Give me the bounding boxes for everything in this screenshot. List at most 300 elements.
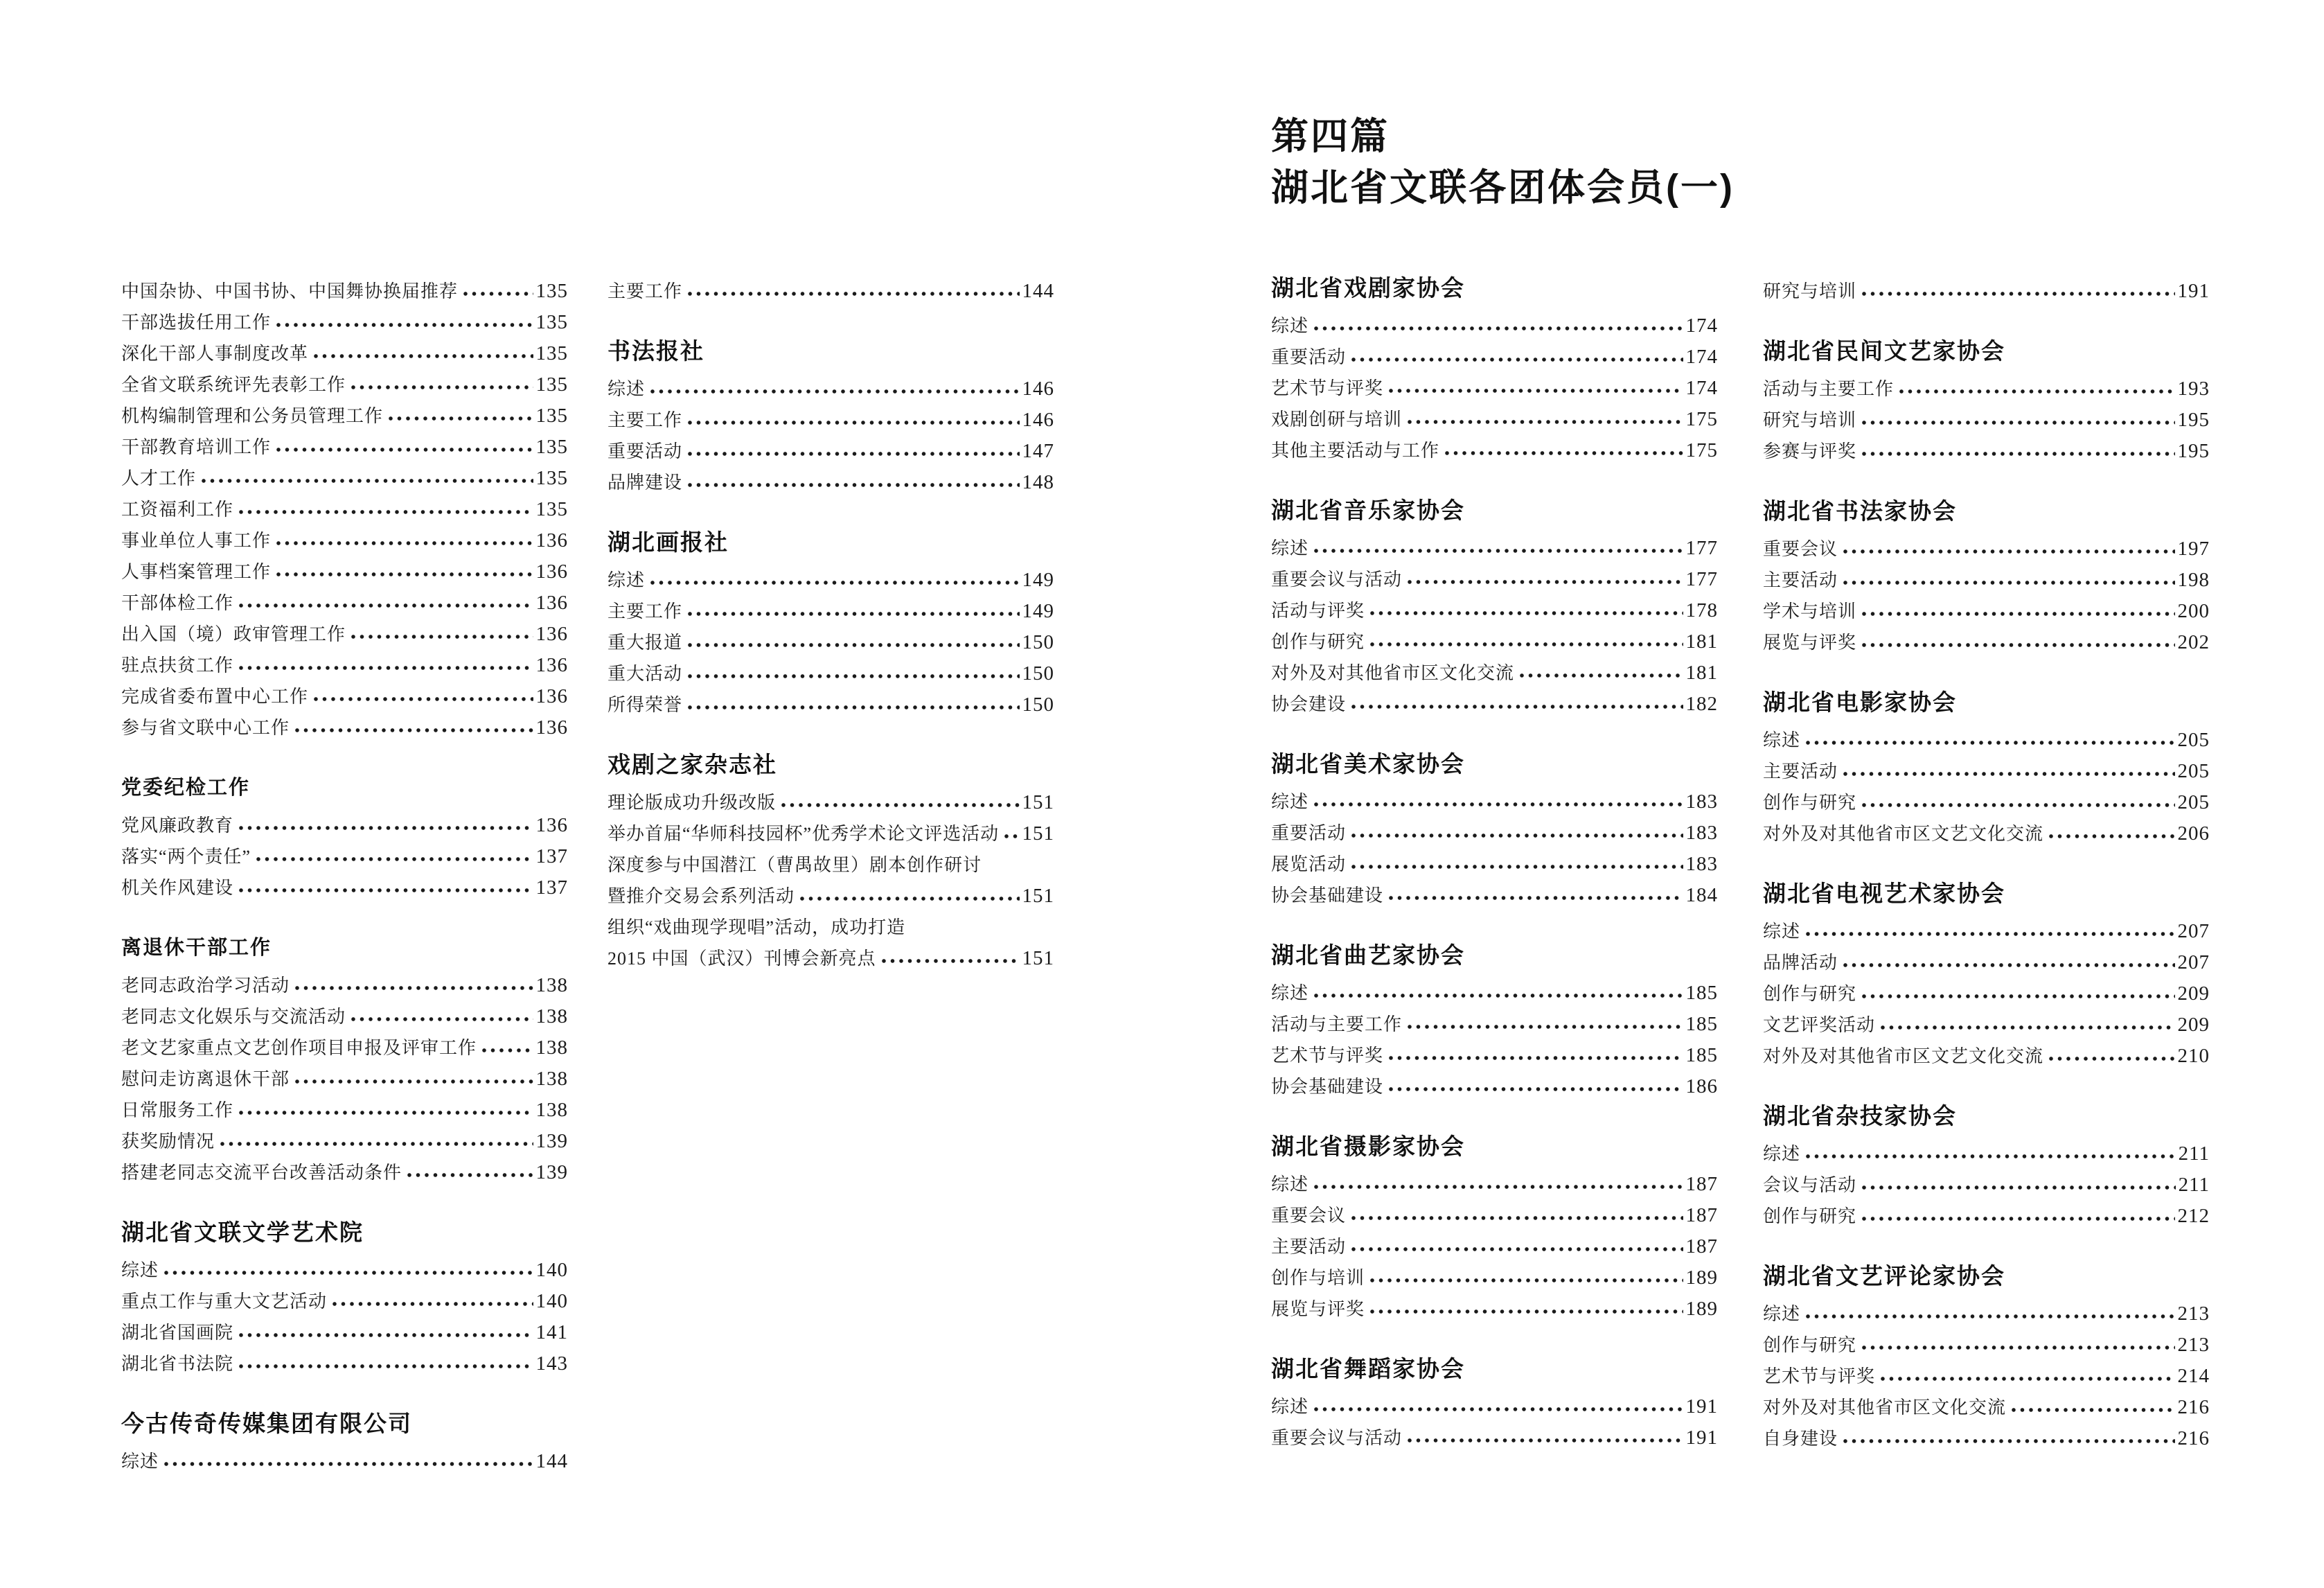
toc-entry-text: 戏剧创研与培训 [1271,409,1403,430]
toc-entry-page: 178 [1685,599,1718,621]
toc-entry-page: 174 [1685,377,1718,399]
toc-entry [1271,594,1718,625]
dot-leader [1351,705,1683,709]
toc-entry-page: 151 [1022,885,1054,907]
toc-section-heading: 湖北省民间文艺家协会 [1763,337,2005,364]
dot-leader [276,541,533,545]
dot-leader [688,421,1019,425]
dot-leader [295,986,533,990]
toc-entry-page: 140 [535,1290,568,1312]
toc-section-heading: 湖北省电影家协会 [1763,689,1957,715]
dot-leader [1370,642,1683,646]
dot-leader [688,292,1019,296]
toc-entry [1271,309,1718,340]
toc-entry [121,461,568,493]
toc-entry [121,1253,568,1285]
toc-entry-text: 理论版成功升级改版 [607,793,777,813]
dot-leader [2049,1057,2174,1061]
toc-entry [1763,1039,2210,1070]
toc-entry-page: 175 [1685,439,1718,461]
dot-leader [314,697,533,701]
dot-leader [1862,612,2174,616]
toc-entry-text: 自身建设 [1763,1429,1838,1449]
toc-entry [121,1347,568,1378]
toc-entry-text: 文艺评奖活动 [1763,1015,1876,1035]
toc-entry [1763,915,2210,946]
dot-leader [1389,896,1683,900]
toc-entry-page: 195 [2177,409,2210,431]
toc-entry [121,1445,568,1476]
toc-entry-text: 暨推介交易会系列活动 [607,886,795,906]
toc-subsection-heading: 离退休干部工作 [121,936,272,959]
toc-entry-page: 135 [535,436,568,458]
toc-entry [607,434,1054,466]
toc-entry [1271,1390,1718,1421]
toc-entry-text: 组织“戏曲现学现唱”活动，成功打造 [607,917,906,937]
toc-entry-page: 205 [2177,760,2210,782]
toc-entry-text: 干部选拔任用工作 [121,312,272,333]
toc-entry [1763,977,2210,1008]
toc-entry-page: 144 [1022,280,1054,302]
toc-entry-page: 200 [2177,600,2210,622]
toc-entry [607,626,1054,657]
toc-entry [121,969,568,1000]
toc-entry-page: 207 [2177,920,2210,942]
toc-entry [1763,946,2210,977]
toc-entry-text: 活动与主要工作 [1763,379,1895,399]
toc-entry [1271,656,1718,687]
dot-leader [1862,803,2174,807]
toc-entry-text: 机关作风建设 [121,878,234,898]
dot-leader [351,385,533,389]
dot-leader [882,959,1020,963]
toc-entry-text: 重要活动 [1271,823,1347,843]
toc-entry [121,337,568,368]
toc-entry-text: 其他主要活动与工作 [1271,441,1440,461]
toc-entry-text: 重大报道 [607,633,683,653]
toc-entry [121,840,568,871]
toc-entry-text: 综述 [1271,792,1309,812]
toc-entry [1763,1137,2210,1168]
toc-entry-page: 138 [535,1068,568,1090]
toc-entry-page: 139 [535,1161,568,1183]
toc-entry-text: 驻点扶贫工作 [121,655,234,676]
toc-entry-page: 181 [1685,630,1718,653]
toc-entry [1271,816,1718,847]
toc-entry-page: 135 [535,311,568,333]
toc-entry-text: 举办首届“华师科技园杯”优秀学术论文评选活动 [607,824,1000,844]
toc-entry-text: 2015 中国（武汉）刊博会新亮点 [607,949,876,969]
toc-entry-page: 187 [1685,1235,1718,1258]
dot-leader [1843,1439,2174,1443]
toc-entry-page: 146 [1022,409,1054,431]
toc-entry [1271,879,1718,910]
toc-entry-text: 老同志文化娱乐与交流活动 [121,1007,346,1027]
toc-entry-text: 出入国（境）政审管理工作 [121,624,346,644]
toc-entry [121,617,568,649]
toc-entry-page: 189 [1685,1267,1718,1289]
dot-leader [1881,1025,2174,1030]
toc-section-heading: 书法报社 [607,337,704,364]
dot-leader [1862,643,2174,647]
toc-entry [607,563,1054,594]
toc-column-4 [1763,274,2210,1453]
toc-column-3 [1271,270,1718,1452]
toc-entry-page: 136 [535,623,568,645]
toc-entry-page: 143 [535,1352,568,1375]
dot-leader [276,448,533,452]
toc-entry-text: 展览与评奖 [1271,1299,1365,1319]
toc-entry-text: 深度参与中国潜江（曹禺故里）剧本创作研讨 [607,855,982,875]
dot-leader [463,292,533,296]
dot-leader [239,826,533,830]
toc-entry [121,368,568,399]
toc-entry-text: 主要工作 [607,410,683,430]
dot-leader [1351,1247,1683,1251]
dot-leader [650,581,1019,585]
toc-entry-page: 177 [1685,568,1718,590]
toc-entry-text: 对外及对其他省市区文化交流 [1763,1397,2007,1418]
toc-entry-page: 197 [2177,538,2210,560]
toc-entry-text: 创作与研究 [1763,793,1857,813]
toc-entry [1763,1359,2210,1391]
toc-entry [121,1316,568,1347]
toc-entry-page: 216 [2177,1427,2210,1449]
toc-entry-page: 214 [2177,1365,2210,1387]
toc-entry-text: 展览与评奖 [1763,633,1857,653]
toc-entry-text: 重要会议与活动 [1271,570,1403,590]
toc-entry [1763,1297,2210,1328]
dot-leader [688,674,1019,678]
toc-entry-text: 会议与活动 [1763,1175,1857,1195]
toc-entry-text: 主要工作 [607,601,683,621]
dot-leader [688,612,1019,616]
dot-leader [239,1111,533,1115]
toc-entry-text: 搭建老同志交流平台改善活动条件 [121,1163,402,1183]
toc-entry-page: 187 [1685,1173,1718,1195]
toc-entry [1271,563,1718,594]
toc-entry-page: 135 [535,342,568,364]
toc-entry-text: 品牌活动 [1763,953,1838,973]
dot-leader [1520,673,1683,678]
toc-entry-page: 135 [535,498,568,520]
toc-entry [1271,1292,1718,1323]
toc-entry-text: 艺术节与评奖 [1271,378,1384,398]
toc-entry [1271,1199,1718,1230]
dot-leader [1351,865,1683,869]
toc-entry [607,817,1054,848]
toc-entry-text: 参与省文联中心工作 [121,718,290,738]
toc-entry-text: 主要活动 [1763,570,1838,590]
dot-leader [1370,1309,1683,1314]
toc-entry [607,594,1054,626]
toc-entry-text: 创作与研究 [1763,984,1857,1004]
toc-entry-page: 150 [1022,631,1054,653]
toc-entry-text: 重要会议 [1763,539,1838,559]
dot-leader [1351,358,1683,362]
toc-entry-page: 198 [2177,569,2210,591]
toc-entry-page: 136 [535,716,568,739]
toc-entry-page: 135 [535,373,568,396]
dot-leader [1843,963,2174,967]
toc-entry-text: 综述 [121,1260,159,1280]
dot-leader [256,857,533,861]
toc-entry-text: 事业单位人事工作 [121,531,272,551]
toc-entry [1763,563,2210,594]
toc-entry-text: 重要活动 [607,441,683,461]
toc-entry [1271,340,1718,371]
toc-entry-page: 211 [2178,1174,2210,1196]
dot-leader [688,452,1019,456]
toc-entry [607,786,1054,817]
toc-entry-page: 186 [1685,1075,1718,1097]
toc-entry-page: 149 [1022,600,1054,622]
toc-column-1 [121,274,568,1476]
toc-entry-text: 综述 [1763,921,1801,942]
toc-entry [607,403,1054,434]
toc-entry-page: 175 [1685,408,1718,430]
toc-entry-text: 协会基础建设 [1271,885,1384,906]
toc-entry-text: 创作与研究 [1763,1335,1857,1355]
toc-entry-page: 206 [2177,822,2210,845]
dot-leader [1314,549,1683,553]
toc-entry-page: 140 [535,1259,568,1281]
toc-entry [1271,976,1718,1007]
toc-subsection-heading: 党委纪检工作 [121,776,251,799]
toc-entry-page: 207 [2177,951,2210,973]
dot-leader [164,1462,533,1466]
toc-entry-text: 综述 [1763,1144,1801,1164]
dot-leader [314,354,533,358]
toc-entry-text: 工资福利工作 [121,500,234,520]
dot-leader [1445,451,1683,455]
toc-entry-text: 党风廉政教育 [121,815,234,836]
dot-leader [1862,292,2174,296]
toc-entry-page: 209 [2177,1014,2210,1036]
dot-leader [239,510,533,514]
toc-entry-page: 141 [535,1321,568,1343]
toc-entry-page: 191 [1685,1395,1718,1418]
toc-entry-page: 136 [535,654,568,676]
dot-leader [220,1142,533,1146]
dot-leader [351,1017,533,1021]
toc-entry-text: 综述 [1271,983,1309,1003]
toc-entry-page: 151 [1022,822,1054,845]
dot-leader [1408,580,1683,584]
toc-entry-page: 151 [1022,947,1054,969]
toc-entry-text: 重要会议 [1271,1206,1347,1226]
toc-entry-text: 综述 [121,1452,159,1472]
toc-entry [1763,1422,2210,1453]
toc-entry-text: 慰问走访离退休干部 [121,1069,290,1089]
toc-entry-text: 研究与培训 [1763,281,1857,301]
toc-entry-text: 中国杂协、中国书协、中国舞协换届推荐 [121,281,459,301]
toc-entry-text: 综述 [1763,1304,1801,1324]
toc-entry-text: 对外及对其他省市区文艺文化交流 [1763,824,2044,844]
toc-entry [607,466,1054,497]
toc-entry-page: 185 [1685,982,1718,1004]
toc-entry [121,493,568,524]
toc-entry-page: 138 [535,974,568,996]
toc-entry [1271,434,1718,465]
toc-entry-page: 213 [2177,1303,2210,1325]
dot-leader [1843,549,2174,554]
dot-leader [1351,833,1683,838]
toc-entry [121,1124,568,1156]
dot-leader [1862,452,2174,456]
toc-entry-text: 日常服务工作 [121,1100,234,1120]
toc-entry [1763,532,2210,563]
dot-leader [1370,611,1683,615]
toc-entry-page: 149 [1022,569,1054,591]
toc-entry [1763,817,2210,848]
toc-section-heading: 湖北省文艺评论家协会 [1763,1262,2005,1289]
toc-entry [1271,1167,1718,1199]
toc-entry-text: 深化干部人事制度改革 [121,344,309,364]
toc-entry-text: 重要活动 [1271,347,1347,367]
toc-entry-page: 136 [535,592,568,614]
toc-entry-page: 202 [2177,631,2210,653]
dot-leader [2012,1408,2174,1412]
toc-section-heading: 湖北省电视艺术家协会 [1763,880,2005,906]
toc-entry-page: 184 [1685,884,1718,906]
toc-entry [1763,274,2210,306]
dot-leader [1899,389,2174,394]
dot-leader [1862,1217,2174,1221]
dot-leader [1314,994,1683,998]
toc-entry [1763,434,2210,466]
toc-entry-text: 全省文联系统评先表彰工作 [121,375,346,395]
dot-leader [1806,1314,2174,1318]
toc-entry-text: 艺术节与评奖 [1763,1366,1876,1386]
toc-entry-text: 艺术节与评奖 [1271,1046,1384,1066]
toc-entry-page: 191 [1685,1427,1718,1449]
toc-entry-page: 138 [535,1005,568,1027]
toc-entry [1763,626,2210,657]
toc-entry-text: 落实“两个责任” [121,847,251,867]
toc-entry-text: 湖北省书法院 [121,1354,234,1374]
dot-leader [1351,1216,1683,1220]
dot-leader [1806,932,2174,936]
dot-leader [164,1271,533,1275]
toc-entry [121,399,568,430]
toc-entry-text: 人才工作 [121,468,197,488]
dot-leader [239,1364,533,1368]
dot-leader [1370,1278,1683,1282]
dot-leader [688,705,1019,709]
toc-entry [121,871,568,902]
toc-entry-text: 主要工作 [607,281,683,301]
toc-entry [1271,1230,1718,1261]
toc-entry [1271,1421,1718,1452]
dot-leader [650,389,1019,394]
toc-entry [607,942,1054,973]
dot-leader [1389,1056,1683,1060]
toc-entry [121,1000,568,1031]
toc-entry-text: 人事档案管理工作 [121,562,272,582]
toc-section-heading: 湖北省摄影家协会 [1271,1133,1465,1159]
toc-entry [1763,594,2210,626]
toc-column-2 [607,274,1054,973]
toc-entry [1271,371,1718,403]
toc-entry-page: 191 [2177,280,2210,302]
toc-entry-page: 136 [535,814,568,836]
toc-entry-text: 研究与培训 [1763,410,1857,430]
toc-entry-page: 189 [1685,1298,1718,1320]
toc-section-heading: 湖北省音乐家协会 [1271,497,1465,523]
toc-entry [1763,403,2210,434]
toc-entry-text: 综述 [1763,730,1801,750]
dot-leader [1408,420,1683,424]
toc-entry [121,1285,568,1316]
toc-entry-page: 150 [1022,662,1054,685]
toc-section-heading: 湖北省书法家协会 [1763,497,1957,524]
toc-entry-page: 213 [2177,1334,2210,1356]
toc-entry-text: 重点工作与重大文艺活动 [121,1291,328,1312]
toc-entry-text: 展览活动 [1271,854,1347,874]
toc-entry [1271,403,1718,434]
toc-entry-text: 综述 [1271,538,1309,558]
dot-leader [1389,1087,1683,1091]
toc-entry [1271,531,1718,563]
toc-entry [121,1062,568,1093]
toc-section-heading: 戏剧之家杂志社 [607,751,777,777]
toc-entry-page: 138 [535,1099,568,1121]
toc-entry-text: 完成省委布置中心工作 [121,687,309,707]
dot-leader [295,728,533,732]
toc-entry-text: 综述 [607,570,646,590]
dot-leader [1314,1407,1683,1411]
toc-entry-page: 139 [535,1130,568,1152]
toc-entry-page: 182 [1685,693,1718,715]
toc-entry [1763,372,2210,403]
toc-entry-page: 147 [1022,440,1054,462]
toc-entry-text: 综述 [607,379,646,399]
part-title-line2: 湖北省文联各团体会员(一) [1271,167,1735,209]
dot-leader [1806,1154,2176,1158]
toc-entry-text: 综述 [1271,316,1309,336]
dot-leader [688,483,1019,487]
toc-entry-text: 活动与主要工作 [1271,1014,1403,1034]
toc-entry-page: 135 [535,280,568,302]
dot-leader [351,635,533,639]
dot-leader [1408,1025,1683,1029]
toc-section-heading: 湖北省文联文学艺术院 [121,1219,364,1245]
toc-entry-text: 重大活动 [607,664,683,684]
toc-entry-page: 212 [2177,1205,2210,1227]
toc-entry-page: 205 [2177,729,2210,751]
dot-leader [1314,802,1683,806]
dot-leader [276,323,533,327]
toc-entry [1271,1070,1718,1101]
toc-entry [1271,1007,1718,1039]
toc-section-heading: 湖北画报社 [607,529,729,555]
toc-entry [607,657,1054,688]
toc-entry [121,1093,568,1124]
toc-entry-page: 174 [1685,315,1718,337]
toc-entry-text: 干部教育培训工作 [121,437,272,457]
toc-entry [1763,1008,2210,1039]
toc-entry [1763,755,2210,786]
toc-entry-text: 湖北省国画院 [121,1323,234,1343]
toc-entry-page: 183 [1685,822,1718,844]
toc-entry-text: 创作与研究 [1763,1206,1857,1226]
toc-entry-text: 学术与培训 [1763,601,1857,621]
toc-entry-page: 150 [1022,694,1054,716]
toc-entry-page: 185 [1685,1013,1718,1035]
dot-leader [1862,1346,2174,1350]
toc-entry [121,1156,568,1187]
